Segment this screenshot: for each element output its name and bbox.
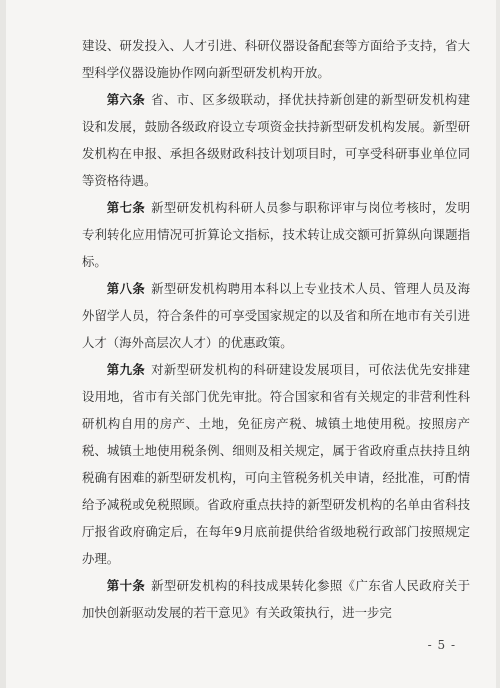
- article-9: [82, 356, 470, 572]
- scan-edge-left: [0, 0, 6, 688]
- article-text: 新型研发机构聘用本科以上专业技术人员、管理人员及海外留学人员，符合条件的可享受国家规定的以及省和所在地市有关引进人才（海外高层次人才）的优惠政策。: [82, 281, 470, 350]
- article-heading: 第七条: [106, 200, 146, 215]
- article-8: [82, 275, 470, 356]
- article-10: [82, 572, 470, 626]
- article-heading: 第六条: [106, 92, 146, 107]
- article-text: 新型研发机构的科技成果转化参照《广东省人民政府关于加快创新驱动发展的若干意见》有关政策执行，进一步完: [82, 578, 470, 620]
- paragraph-continued: [82, 32, 470, 86]
- paragraph-text: 建设、研发投入、人才引进、科研仪器设备配套等方面给予支持，省大型科学仪器设施协作网向新型研发机构开放。: [82, 38, 470, 80]
- article-heading: 第十条: [106, 578, 146, 593]
- scan-edge-right: [496, 0, 500, 688]
- article-7: [82, 194, 470, 275]
- page-number: - 5 -: [427, 638, 456, 652]
- document-body: [82, 32, 470, 626]
- article-text: 新型研发机构科研人员参与职称评审与岗位考核时，发明专利转化应用情况可折算论文指标，技术转让成交额可折算纵向课题指标。: [82, 200, 470, 269]
- article-text: 省、市、区多级联动，择优扶持新创建的新型研发机构建设和发展，鼓励各级政府设立专项资金扶持新型研发机构发展。新型研发机构在申报、承担各级财政科技计划项目时，可享受科研事业单位同等资格待遇。: [82, 92, 470, 188]
- article-text: 对新型研发机构的科研建设发展项目，可依法优先安排建设用地，省市有关部门优先审批。符合国家和省有关规定的非营利性科研机构自用的房产、土地，免征房产税、城镇土地使用税。按照房产税、城镇土地使用税条例、细则及相关规定，属于省政府重点扶持且纳税确有困难的新型研发机构，可向主管税务机关申请，经批准，可酌情给予减税或免税照顾。省政府重点扶持的新型研发机构的名单由省科技厅报省政府确定后，在每年9月底前提供给省级地税行政部门按照规定办理。: [82, 362, 470, 566]
- article-6: [82, 86, 470, 194]
- article-heading: 第九条: [106, 362, 146, 377]
- article-heading: 第八条: [106, 281, 146, 296]
